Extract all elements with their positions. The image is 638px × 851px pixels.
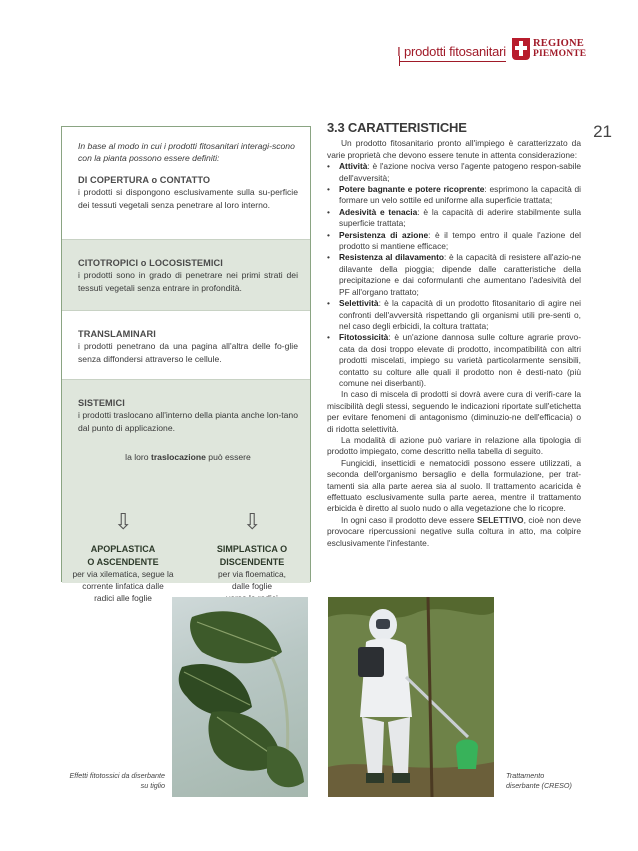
caption-line: Effetti fitotossici da diserbante	[69, 771, 165, 780]
photo2-caption	[506, 771, 586, 790]
list-item	[327, 332, 581, 389]
term: Persistenza di azione	[339, 229, 429, 240]
cross-shield-icon	[512, 38, 530, 60]
section-body: i prodotti traslocano all'interno della pianta anche lon-tano dal punto di applicazione.	[78, 410, 298, 433]
running-header-title: I prodotti fitosanitari	[397, 44, 506, 59]
term: Attività	[339, 161, 368, 172]
definition: : è l'azione nociva verso l'agente patogeno respon-sabile dell'avversità;	[339, 161, 581, 183]
caption-line: su tiglio	[140, 780, 165, 790]
article-column	[327, 122, 581, 549]
definition: : è un'azione dannosa sulle colture agrarie provo-cata da dosi troppo elevate di prodotto, incompatibilità con altri prodotti miscelati, impiego su varietà particolarmente sensibili, contatto su colture alle quali il prodotto non è desti-nato (più comune nei diserbanti).	[339, 332, 581, 388]
list-item	[327, 184, 581, 207]
term: Adesività e tenacia	[339, 206, 418, 217]
branch-title: SIMPLASTICA O	[216, 544, 288, 554]
term: Fitotossicità	[339, 332, 389, 343]
trasloc-word: traslocazione	[150, 452, 206, 463]
branch-simplastica	[200, 543, 304, 604]
branch-title: APOPLASTICA	[90, 544, 156, 554]
paragraph: Fungicidi, insetticidi e nematocidi possono essere utilizzati, a seconda dell'organismo bersaglio e della formulazione, per trat-tamenti sia alla parte aerea sia al suolo. Il trattamento acaricida è effettuato esclusivamente sulla parte aerea, mentre il trattamento erbicida è diretto al suolo nudo o alla vegetazione che lo ricopre.	[327, 457, 581, 514]
page-number: 21	[593, 122, 612, 141]
logo-text	[533, 39, 586, 59]
leaves-illustration	[172, 597, 308, 797]
term: Selettività	[339, 298, 379, 309]
trasloc-post: può essere	[208, 452, 251, 463]
definition: : è la capacità di resistere all'azio-ne dilavante della pioggia; dipende dalle caratteristiche della precipitazione e dai coformulanti che aumentano l'adesività del PF all'organo trattato;	[339, 252, 581, 297]
section-body: i prodotti penetrano da una pagina all'altra delle fo-glie senza diffondersi attraverso le cellule.	[78, 341, 298, 364]
p5-post: , cioè non deve provocare ripercussioni negative sulla coltura in atto, ma colpire esclusivamente l'infestante.	[327, 514, 581, 548]
paragraph: Un prodotto fitosanitario pronto all'impiego è caratterizzato da varie proprietà che devono essere tenute in attenta considerazione:	[327, 138, 581, 160]
regione-piemonte-logo	[512, 38, 586, 60]
branch-text: dalle foglie	[231, 581, 273, 591]
logo-line-1: REGIONE	[533, 38, 584, 49]
definition: : è la capacità di aderire stabilmente sulla superficie trattata;	[339, 206, 581, 229]
photo-trattamento-diserbante	[328, 597, 494, 797]
trasloc-pre: la loro	[125, 452, 149, 463]
properties-list	[327, 161, 581, 389]
p5-bold: SELETTIVO	[477, 514, 524, 525]
section-heading: CITOTROPICI o LOCOSISTEMICI	[78, 258, 223, 268]
paragraph: In caso di miscela di prodotti si dovrà avere cura di verifi-care la miscibilità degli stessi, seguendo le indicazioni riportate sull'etichetta per evitare fenomeni di antagonismo (diminuzio-ne dell'efficacia) o di ridotta selettività.	[327, 389, 581, 434]
list-item	[327, 161, 581, 184]
branch-apoplastica	[71, 543, 175, 604]
down-arrow-icon: ⇩	[114, 509, 133, 534]
section-heading: SISTEMICI	[78, 398, 125, 408]
header-rule	[400, 61, 506, 62]
operator-illustration	[328, 597, 494, 797]
section-sistemici	[62, 379, 310, 603]
caption-line: diserbante (CRESO)	[506, 780, 572, 790]
classification-box	[61, 126, 311, 603]
branch-text: corrente linfatica dalle	[82, 581, 164, 591]
branch-title: DISCENDENTE	[219, 556, 285, 567]
section-heading-caratteristiche: 3.3 CARATTERISTICHE	[327, 120, 467, 135]
photo-tiglio-leaves	[172, 597, 308, 797]
section-heading: DI COPERTURA o CONTATTO	[78, 174, 211, 185]
paragraph: La modalità di azione può variare in relazione alla tipologia di prodotto impiegato, come descritto nella tabella di seguito.	[327, 434, 581, 457]
logo-line-2: PIEMONTE	[533, 49, 587, 59]
section-heading: TRANSLAMINARI	[78, 329, 156, 339]
branch-text: per via xilematica, segue la	[72, 569, 174, 579]
definition: : è la capacità di un prodotto fitosanitario di agire nei confronti dell'avversità rispettando gli organismi utili pre-senti o, nel caso degli erbicidi, la coltura trattata;	[339, 298, 581, 331]
photo1-caption	[61, 771, 165, 790]
box-intro: In base al modo in cui i prodotti fitosanitari interagi-scono con la pianta possono essere definiti:	[78, 141, 295, 164]
p5-pre: In ogni caso il prodotto deve essere	[341, 514, 478, 525]
branch-text: per via floematica,	[218, 569, 286, 579]
traslocazione-line	[78, 451, 298, 463]
list-item	[327, 230, 581, 253]
section-citotropici	[62, 239, 310, 310]
section-body: i prodotti si dispongono esclusivamente sulla su-perficie dei tessuti vegetali senza penetrare al loro interno.	[78, 187, 298, 210]
definition: : è il tempo entro il quale l'azione del prodotto si mantiene efficace;	[339, 229, 581, 252]
section-contatto	[62, 127, 310, 239]
paragraph	[327, 515, 581, 549]
term: Resistenza al dilavamento	[339, 252, 445, 263]
down-arrow-icon: ⇩	[243, 509, 262, 534]
term: Potere bagnante e potere ricoprente	[339, 184, 485, 195]
section-body: i prodotti sono in grado di penetrare nei primi strati dei tessuti vegetali senza entrare in profondità.	[78, 270, 298, 293]
list-item	[327, 207, 581, 230]
branch-title: O ASCENDENTE	[87, 556, 159, 567]
list-item	[327, 298, 581, 332]
list-item	[327, 252, 581, 298]
branch-text: radici alle foglie	[94, 593, 152, 603]
definition: : esprimono la capacità di formare un velo sottile ed uniforme alla superficie trattata;	[339, 184, 581, 206]
caption-line: Trattamento	[506, 771, 545, 780]
section-translaminari	[62, 310, 310, 379]
